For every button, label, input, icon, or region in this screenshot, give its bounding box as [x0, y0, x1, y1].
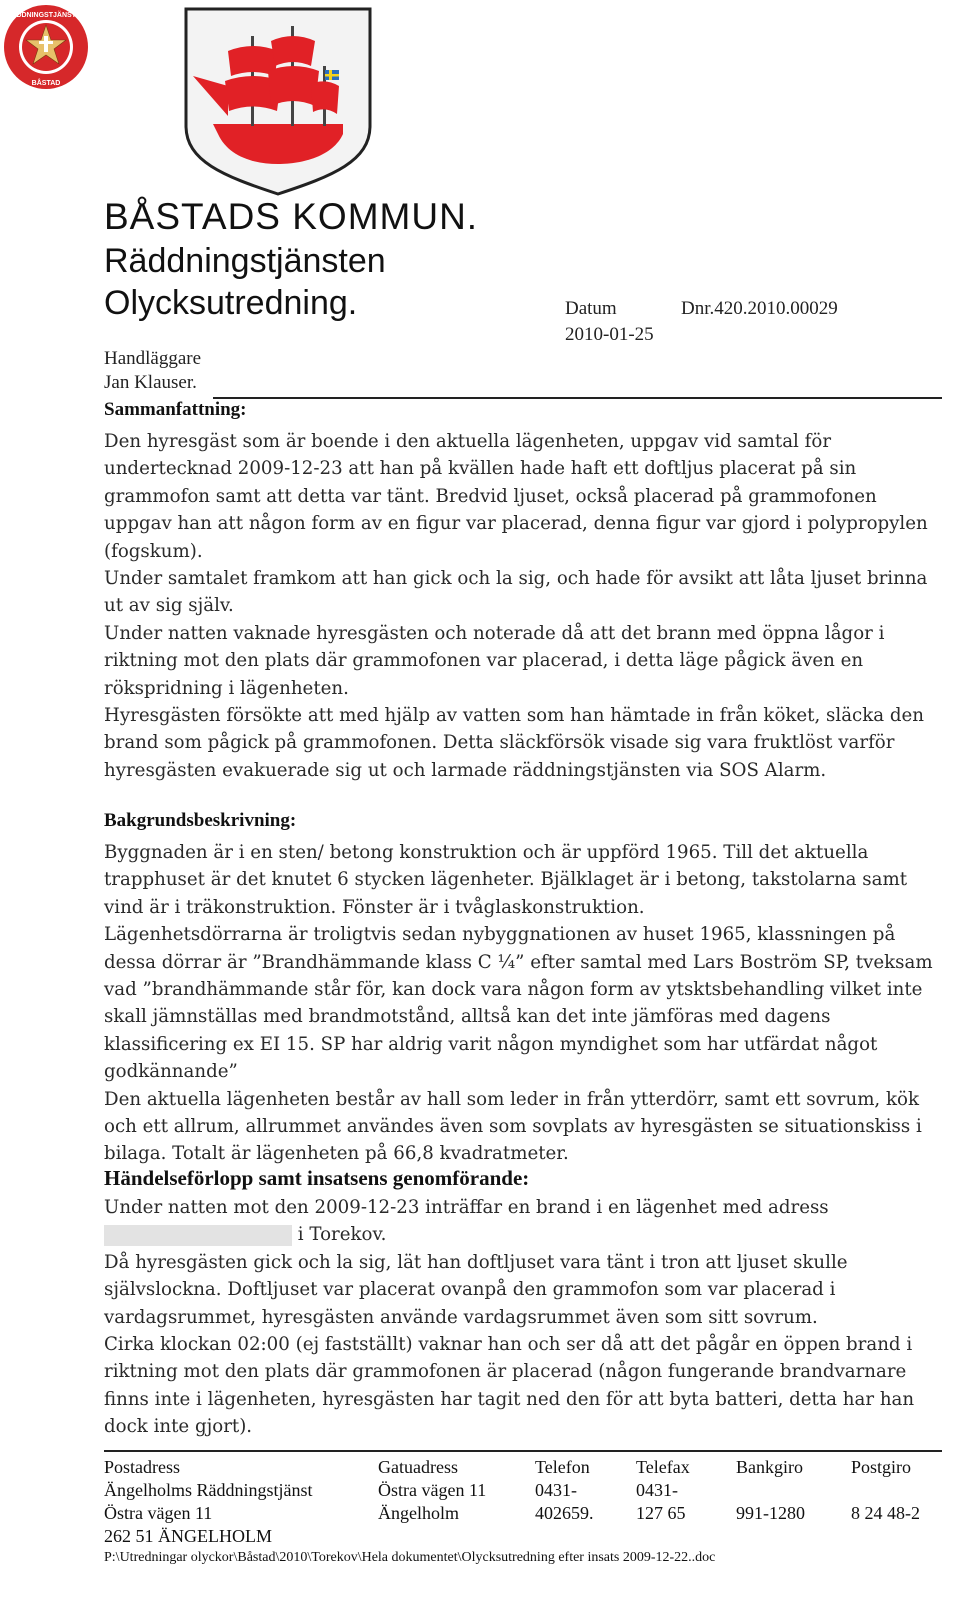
paragraph: Den hyresgäst som är boende i den aktuella lägenheten, uppgav vid samtal för undertecknad 2009-12-23 att han på kvällen hade haft ett doftljus placerat på sin grammofon samt att detta var tänt. Bredvid ljuset, också placerad på grammofonen uppgav han att någon form av en figur var placerad, denna figur var gjord i polypropylen (fogskum). [104, 431, 928, 562]
sammanfattning-body [104, 428, 944, 784]
footer-line: Östra vägen 11 [104, 1503, 213, 1523]
footer-label: Bankgiro [736, 1457, 803, 1477]
footer-line: 262 51 ÄNGELHOLM [104, 1526, 272, 1546]
coat-of-arms-ship-logo [183, 6, 373, 196]
intro-location: i Torekov. [292, 1224, 387, 1246]
footer-label: Postgiro [851, 1457, 912, 1477]
footer-telefax [636, 1456, 690, 1525]
handlaggare-label: Handläggare [104, 348, 202, 369]
footer-label: Telefon [535, 1457, 590, 1477]
bakgrund-heading: Bakgrundsbeskrivning: [104, 810, 297, 831]
footer-label: Postadress [104, 1457, 180, 1477]
handlaggare-name: Jan Klauser. [104, 372, 197, 393]
intro-text: Under natten mot den 2009-12-23 inträffar en brand i en lägenhet med adress [104, 1197, 829, 1218]
header-divider [213, 397, 942, 399]
paragraph: Hyresgästen försökte att med hjälp av vatten som han hämtade in från köket, släcka den brand som pågick på grammofonen. Detta släckförsök visade sig vara fruktlöst varför hyresgästen evakuerade sig ut och larmade räddningstjänsten via SOS Alarm. [104, 705, 925, 781]
paragraph: Då hyresgästen gick och la sig, lät han doftljuset vara tänt i tron att ljuset skulle självslockna. Doftljuset var placerat ovanpå den grammofon som var placerad i vardagsrummet, hyresgästen använde vardagsrummet även som sitt sovrum. [104, 1251, 848, 1328]
document-type: Olycksutredning. [104, 284, 358, 322]
datum-label: Datum [565, 298, 617, 319]
diary-number: Dnr.420.2010.00029 [681, 298, 838, 319]
footer-telefon [535, 1456, 594, 1525]
footer-line [736, 1479, 805, 1502]
raddningstjansten-badge-logo [2, 3, 90, 91]
footer-line: 127 65 [636, 1503, 686, 1523]
footer-label: Telefax [636, 1457, 690, 1477]
footer-line: 0431- [636, 1480, 678, 1500]
footer-line: 402659. [535, 1503, 594, 1523]
bakgrund-body [104, 839, 944, 1168]
department-name: Räddningstjänsten [104, 242, 386, 280]
paragraph: Byggnaden är i en sten/ betong konstruktion och är uppförd 1965. Till det aktuella trapphuset är det knutet 6 stycken lägenheter. Bjälklaget är i betong, takstolarna samt vind är i träkonstruktion. Fönster är i tvåglaskonstruktion. [104, 842, 908, 918]
footer-line: Ängelholm [378, 1503, 459, 1523]
redacted-address [104, 1225, 292, 1246]
footer-line: Ängelholms Räddningstjänst [104, 1480, 313, 1500]
footer-divider [104, 1450, 942, 1452]
footer-line [851, 1479, 920, 1502]
sammanfattning-heading: Sammanfattning: [104, 399, 247, 420]
paragraph: Lägenhetsdörrarna är troligtvis sedan nybyggnationen av huset 1965, klassningen på dessa dörrar är ”Brandhämmande klass C ¼” efter samtal med Lars Boström SP, tveksam vad ”brandhämmande står för, kan dock vara någon form av ytsktsbehandling vilket inte skall jämnställas med brandmotstånd, alltså kan det inte jämföras med dagens klassificering ex EI 15. SP har aldrig varit någon myndighet som har utfärdat något godkännande” [104, 924, 933, 1083]
handelseforlopp-body [104, 1194, 944, 1441]
footer-line: 0431- [535, 1480, 577, 1500]
municipality-name: BÅSTADS KOMMUN. [104, 196, 479, 237]
svg-text:RÄDDNINGSTJÄNSTEN: RÄDDNINGSTJÄNSTEN [6, 12, 86, 19]
footer-line: 991-1280 [736, 1503, 805, 1523]
paragraph: Cirka klockan 02:00 (ej fastställt) vaknar han och ser då att det pågår en öppen brand i riktning mot den plats där grammofonen är placerad (någon fungerande brandvarnare finns inte i lägenheten, hyresgästen har tagit ned den för att byta batteri, detta har han dock inte gjort). [104, 1334, 915, 1438]
footer-label: Gatuadress [378, 1457, 458, 1477]
paragraph: Den aktuella lägenheten består av hall som leder in från ytterdörr, samt ett sovrum, kök och ett allrum, allrummet användes även som sovplats av hyresgästen se situationskiss i bilaga. Totalt är lägenheten på 66,8 kvadratmeter. [104, 1088, 922, 1165]
paragraph: Under samtalet framkom att han gick och la sig, och hade för avsikt att låta ljuset brinna ut av sig själv. [104, 568, 928, 617]
footer-postadress [104, 1456, 313, 1548]
footer-line: Östra vägen 11 [378, 1480, 487, 1500]
footer-bankgiro [736, 1456, 805, 1525]
paragraph [104, 1194, 944, 1249]
paragraph: Under natten vaknade hyresgästen och noterade då att det brann med öppna lågor i riktning mot den plats där grammofonen var placerad, i detta läge pågick även en rökspridning i lägenheten. [104, 622, 885, 699]
handelseforlopp-heading: Händelseförlopp samt insatsens genomförande: [104, 1166, 530, 1190]
svg-text:BÅSTAD: BÅSTAD [31, 80, 61, 87]
footer-gatuadress [378, 1456, 486, 1525]
file-path: P:\Utredningar olyckor\Båstad\2010\Torekov\Hela dokumentet\Olycksutredning efter insats 2009-12-22..doc [104, 1550, 716, 1565]
footer-postgiro [851, 1456, 920, 1525]
footer-line: 8 24 48-2 [851, 1503, 920, 1523]
document-date: 2010-01-25 [565, 324, 654, 345]
